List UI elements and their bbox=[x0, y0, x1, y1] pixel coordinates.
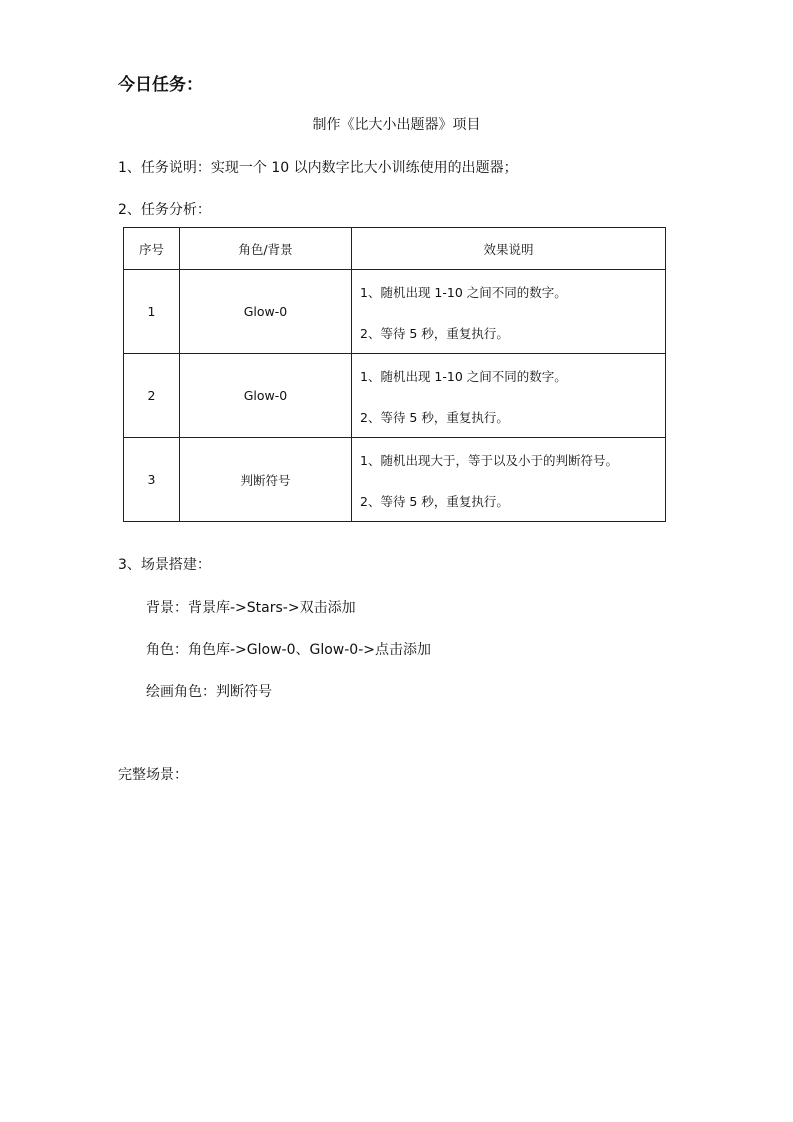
table-row bbox=[124, 438, 666, 522]
scene-setup-title: 3、场景搭建： bbox=[118, 557, 211, 573]
page-heading: 今日任务： bbox=[118, 75, 203, 95]
row-role: Glow-0 bbox=[180, 270, 352, 354]
row-effect bbox=[352, 270, 666, 354]
task-analysis-title: 2、任务分析： bbox=[118, 202, 211, 218]
effect-line: 1、随机出现 1-10 之间不同的数字。 bbox=[360, 369, 567, 384]
scene-item-roles: 角色：角色库->Glow-0、Glow-0->点击添加 bbox=[146, 642, 431, 658]
effect-line: 2、等待 5 秒，重复执行。 bbox=[360, 494, 509, 509]
effect-line: 1、随机出现大于，等于以及小于的判断符号。 bbox=[360, 453, 618, 468]
row-number: 2 bbox=[124, 354, 180, 438]
scene-item-background: 背景：背景库->Stars->双击添加 bbox=[146, 600, 356, 616]
effect-line: 2、等待 5 秒，重复执行。 bbox=[360, 410, 509, 425]
project-title: 制作《比大小出题器》项目 bbox=[312, 117, 481, 133]
effect-line: 1、随机出现 1-10 之间不同的数字。 bbox=[360, 285, 567, 300]
row-effect bbox=[352, 438, 666, 522]
effect-line: 2、等待 5 秒，重复执行。 bbox=[360, 326, 509, 341]
header-role: 角色/背景 bbox=[180, 228, 352, 270]
header-effect: 效果说明 bbox=[352, 228, 666, 270]
header-number: 序号 bbox=[124, 228, 180, 270]
row-role: 判断符号 bbox=[180, 438, 352, 522]
table-row bbox=[124, 270, 666, 354]
table-header-row bbox=[124, 228, 666, 270]
task-description: 1、任务说明：实现一个 10 以内数字比大小训练使用的出题器； bbox=[118, 160, 518, 176]
row-number: 1 bbox=[124, 270, 180, 354]
row-number: 3 bbox=[124, 438, 180, 522]
table-row bbox=[124, 354, 666, 438]
row-effect bbox=[352, 354, 666, 438]
scene-item-drawing: 绘画角色：判断符号 bbox=[146, 684, 272, 700]
row-role: Glow-0 bbox=[180, 354, 352, 438]
task-analysis-table bbox=[123, 227, 666, 522]
complete-scene-title: 完整场景： bbox=[118, 767, 188, 783]
